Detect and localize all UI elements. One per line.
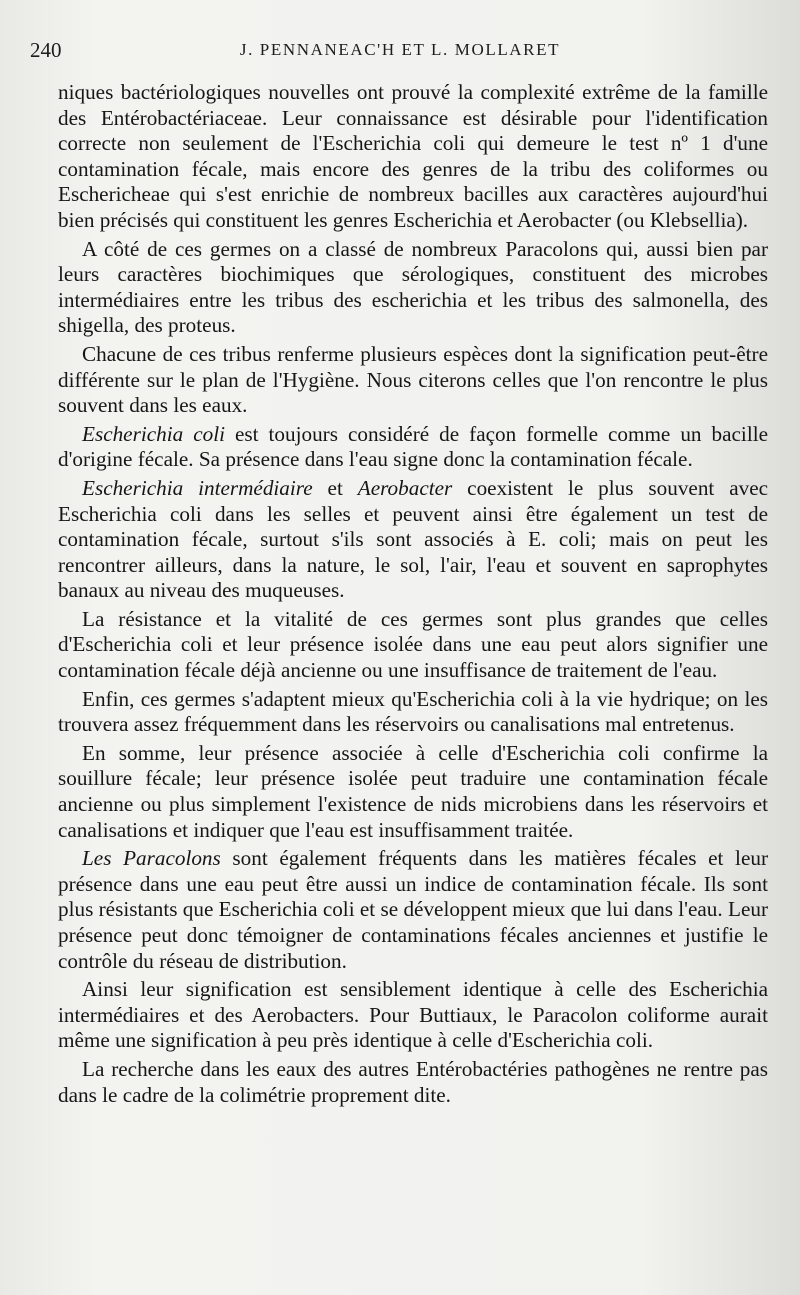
- paragraph-7: [58, 687, 768, 738]
- paragraph-text: niques bactériologiques nouvelles ont prouvé la complexité extrême de la famille des Entérobactériaceae. Leur connaissance est désirable pour l'identification correcte non seulement de l'Escherichia coli qui demeure le test nº 1 d'une contamination fécale, mais encore des genres de la tribu des coliformes ou Eschericheae qui s'est enrichie de nombreux bacilles aux caractères aujourd'hui bien précisés qui constituent les genres Escherichia et Aerobacter (ou Klebsellia).: [58, 80, 768, 232]
- paragraph-9: [58, 846, 768, 974]
- paragraph-3: [58, 342, 768, 419]
- paragraph-lead: Escherichia coli: [82, 421, 225, 446]
- paragraph-2: [58, 237, 768, 339]
- paragraph-5: [58, 476, 768, 604]
- paragraph-11: [58, 1057, 768, 1108]
- paragraph-lead: Escherichia intermédiaire: [82, 475, 313, 500]
- body-text: [58, 80, 768, 1111]
- paragraph-lead: Les Paracolons: [82, 846, 221, 871]
- paragraph-8: [58, 741, 768, 843]
- paragraph-text: Enfin, ces germes s'adaptent mieux qu'Escherichia coli à la vie hydrique; on les trouvera assez fréquemment dans les réservoirs ou canalisations mal entretenus.: [58, 686, 768, 737]
- running-head: J. PENNANEAC'H ET L. MOLLARET: [239, 40, 561, 59]
- paragraph-text: En somme, leur présence associée à celle d'Escherichia coli confirme la souillure fécale; leur présence isolée peut traduire une contamination fécale ancienne ou plus simplement l'existence de nids microbiens dans les réservoirs et canalisations et indiquer que l'eau est insuffisamment traitée.: [58, 740, 768, 842]
- paragraph-lead-2: Aerobacter: [357, 475, 453, 500]
- paragraph-10: [58, 977, 768, 1054]
- paragraph-connector: et: [312, 475, 358, 500]
- page-header: [30, 38, 770, 64]
- paragraph-4: [58, 422, 768, 473]
- page-number: 240: [30, 38, 62, 62]
- paragraph-text: La recherche dans les eaux des autres Entérobactéries pathogènes ne rentre pas dans le cadre de la colimétrie proprement dite.: [58, 1056, 768, 1107]
- paragraph-text: La résistance et la vitalité de ces germes sont plus grandes que celles d'Escherichia coli et leur présence isolée dans une eau peut alors signifier une contamination fécale déjà ancienne ou une insuffisance de traitement de l'eau.: [58, 606, 768, 683]
- paragraph-text: Ainsi leur signification est sensiblement identique à celle des Escherichia intermédiaires et des Aerobacters. Pour Buttiaux, le Paracolon coliforme aurait même une signification à peu près identique à celle d'Escherichia coli.: [58, 977, 768, 1053]
- paragraph-6: [58, 607, 768, 684]
- paragraph-text: est toujours considéré de façon formelle comme un bacille d'origine fécale. Sa présence dans l'eau signe donc la contamination fécale.: [58, 421, 768, 472]
- paragraph-text: Chacune de ces tribus renferme plusieurs espèces dont la signification peut-être différente sur le plan de l'Hygiène. Nous citerons celles que l'on rencontre le plus souvent dans les eaux.: [58, 341, 768, 418]
- paragraph-1: [58, 80, 768, 234]
- paragraph-text: sont également fréquents dans les matières fécales et leur présence dans une eau peut être aussi un indice de contamination fécale. Ils sont plus résistants que Escherichia coli et se développent mieux que lui dans l'eau. Leur présence peut donc témoigner de contaminations fécales anciennes et justifie le contrôle du réseau de distribution.: [58, 846, 768, 973]
- paragraph-text: A côté de ces germes on a classé de nombreux Paracolons qui, aussi bien par leurs caractères biochimiques que sérologiques, constituent des microbes intermédiaires entre les tribus des escherichia et les tribus des salmonella, des shigella, des proteus.: [58, 236, 768, 338]
- paragraph-text: coexistent le plus souvent avec Escherichia coli dans les selles et peuvent ainsi être également un test de contamination fécale, surtout s'ils sont associés à E. coli; mais on peut les rencontrer ailleurs, dans la nature, le sol, l'air, l'eau et souvent en saprophytes banaux au niveau des muqueuses.: [58, 475, 768, 603]
